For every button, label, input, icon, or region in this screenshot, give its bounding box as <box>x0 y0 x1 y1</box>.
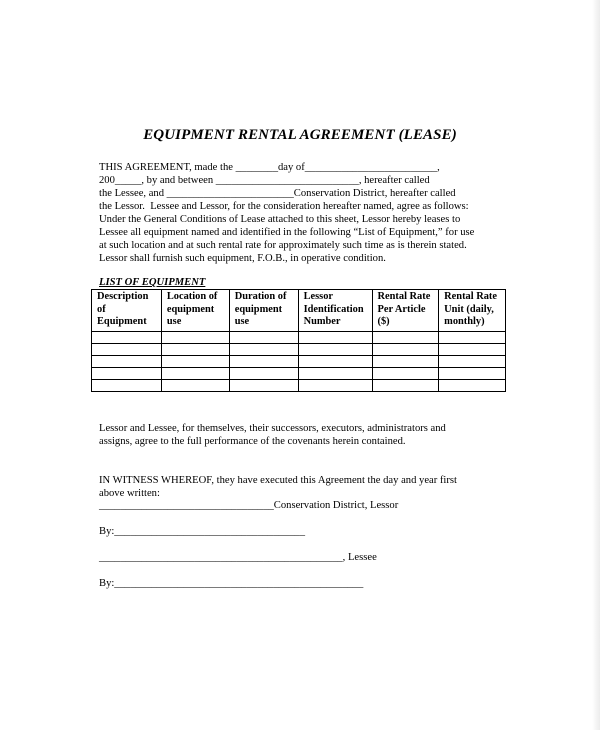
intro-line-3: the Lessee, and ________________________Conservation District, hereafter called <box>99 188 456 199</box>
table-cell <box>161 332 229 344</box>
lessor-by-line: By:____________________________________ <box>99 526 305 537</box>
intro-line-4: the Lessor. Lessee and Lessor, for the consideration hereafter named, agree as follows: <box>99 201 469 212</box>
table-cell <box>372 356 439 368</box>
table-row <box>92 344 506 356</box>
table-cell <box>92 380 162 392</box>
table-cell <box>439 332 506 344</box>
table-cell <box>92 356 162 368</box>
table-cell <box>439 356 506 368</box>
list-of-equipment-heading: LIST OF EQUIPMENT <box>99 277 206 288</box>
witness-line-2: above written: <box>99 488 160 499</box>
header-identification: Lessor Identification Number <box>298 290 372 332</box>
table-cell <box>229 356 298 368</box>
table-row <box>92 356 506 368</box>
lessee-by-line: By:_______________________________________________ <box>99 578 364 589</box>
table-cell <box>298 368 372 380</box>
header-rental-rate: Rental Rate Per Article ($) <box>372 290 439 332</box>
lessor-signature-line: _________________________________Conservation District, Lessor <box>99 500 399 511</box>
table-cell <box>161 368 229 380</box>
table-row <box>92 368 506 380</box>
table-cell <box>372 368 439 380</box>
covenant-line-1: Lessor and Lessee, for themselves, their successors, executors, administrators and <box>99 423 446 434</box>
intro-line-6: Lessee all equipment named and identified in the following “List of Equipment,” for use <box>99 227 475 238</box>
table-cell <box>372 344 439 356</box>
equipment-table <box>91 289 506 392</box>
covenant-line-2: assigns, agree to the full performance of the covenants herein contained. <box>99 436 406 447</box>
table-cell <box>161 344 229 356</box>
witness-line-1: IN WITNESS WHEREOF, they have executed this Agreement the day and year first <box>99 475 457 486</box>
intro-line-1: THIS AGREEMENT, made the ________day of_________________________, <box>99 162 440 173</box>
table-cell <box>92 332 162 344</box>
table-cell <box>372 332 439 344</box>
lessee-signature-line: ______________________________________________, Lessee <box>99 552 377 563</box>
table-cell <box>372 380 439 392</box>
table-cell <box>229 332 298 344</box>
table-cell <box>229 368 298 380</box>
intro-line-5: Under the General Conditions of Lease attached to this sheet, Lessor hereby leases to <box>99 214 461 225</box>
intro-line-7: at such location and at such rental rate for approximately such time as is therein stated. <box>99 240 467 251</box>
table-cell <box>439 368 506 380</box>
table-row <box>92 380 506 392</box>
page-edge-shadow <box>592 0 600 730</box>
header-description: Description of Equipment <box>92 290 162 332</box>
table-cell <box>439 344 506 356</box>
table-row <box>92 332 506 344</box>
table-cell <box>439 380 506 392</box>
table-cell <box>298 344 372 356</box>
table-cell <box>229 380 298 392</box>
table-cell <box>161 380 229 392</box>
header-rate-unit: Rental Rate Unit (daily, monthly) <box>439 290 506 332</box>
table-cell <box>298 380 372 392</box>
document-title: EQUIPMENT RENTAL AGREEMENT (LEASE) <box>143 127 457 143</box>
header-duration: Duration of equipment use <box>229 290 298 332</box>
table-cell <box>229 344 298 356</box>
table-cell <box>298 332 372 344</box>
table-cell <box>161 356 229 368</box>
table-header-row <box>92 290 506 332</box>
intro-line-8: Lessor shall furnish such equipment, F.O.B., in operative condition. <box>99 253 386 264</box>
table-cell <box>92 368 162 380</box>
intro-line-2: 200_____, by and between ___________________________, hereafter called <box>99 175 430 186</box>
header-location: Location of equipment use <box>161 290 229 332</box>
table-cell <box>298 356 372 368</box>
table-cell <box>92 344 162 356</box>
